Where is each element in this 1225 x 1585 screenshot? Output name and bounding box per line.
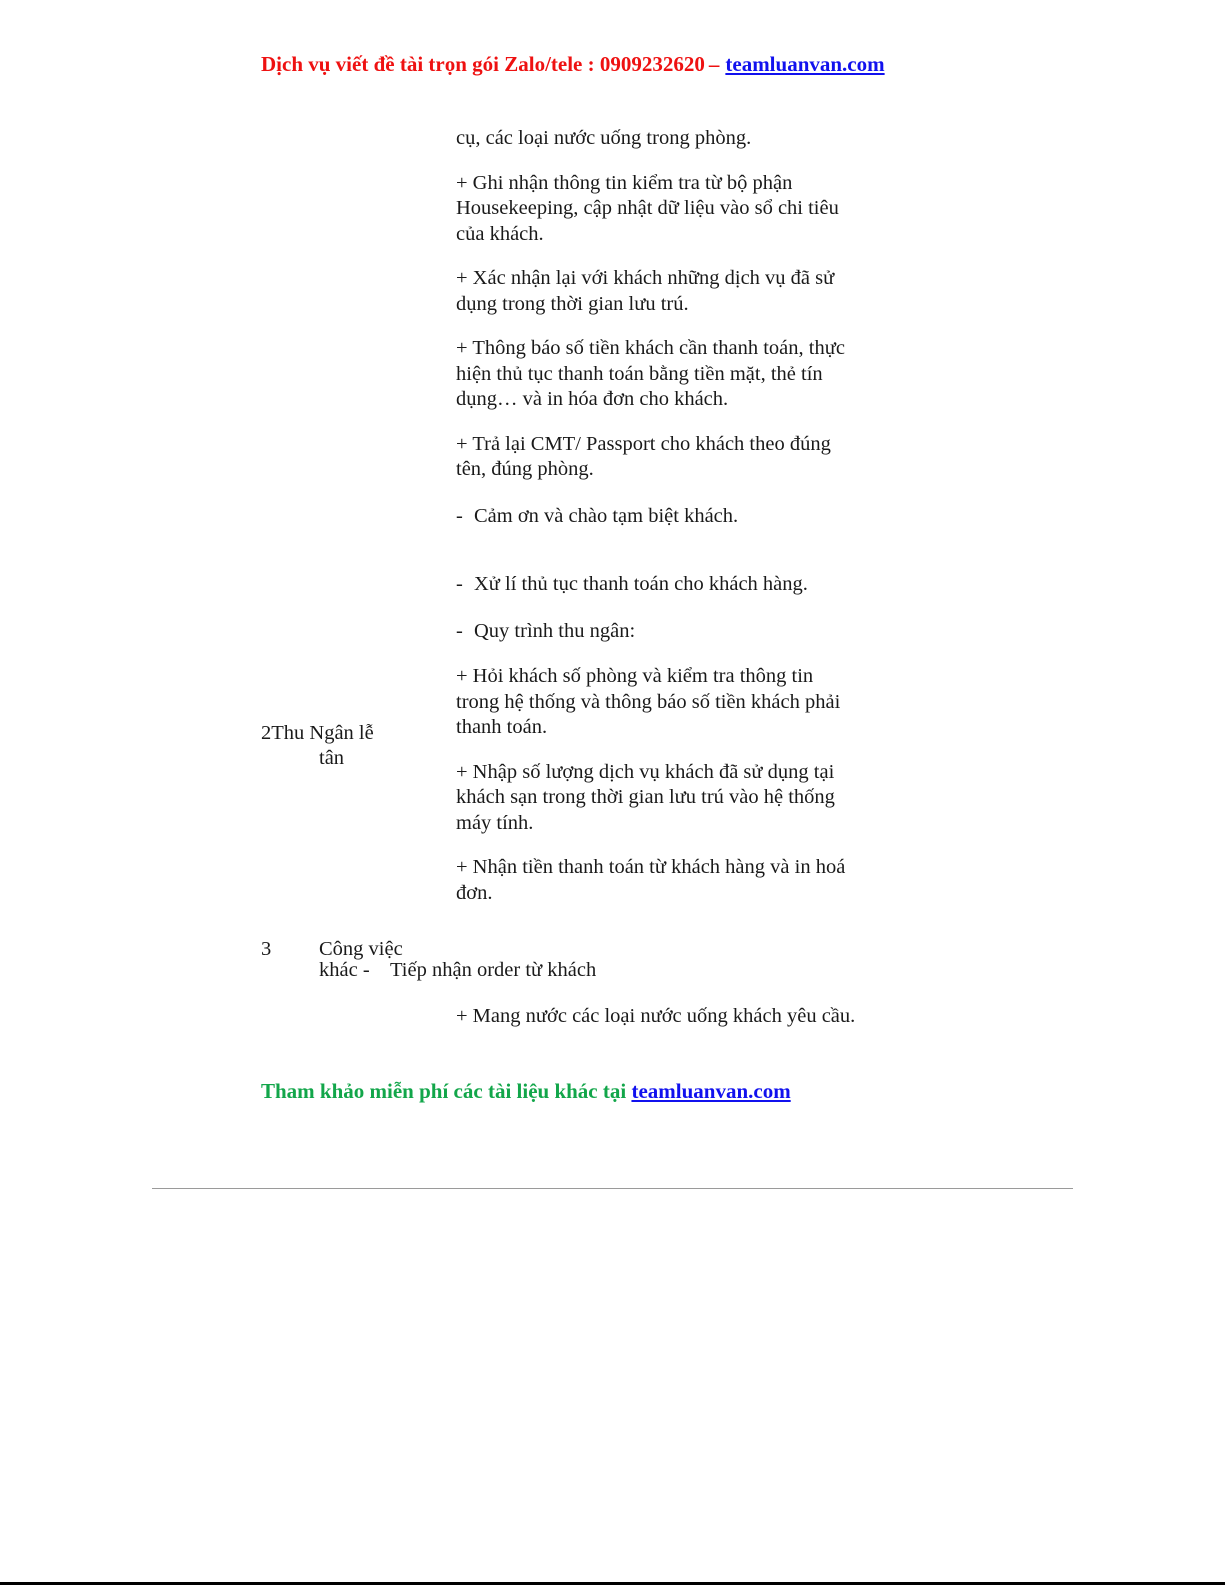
dash-marker: -	[456, 619, 463, 642]
paragraph: + Nhận tiền thanh toán từ khách hàng và in hoá đơn.	[456, 856, 846, 904]
paragraph: + Nhập số lượng dịch vụ khách đã sử dụng tại khách sạn trong thời gian lưu trú vào hệ thống máy tính.	[456, 760, 835, 834]
header-link[interactable]: teamluanvan.com	[725, 52, 885, 76]
page-divider	[152, 1188, 1073, 1189]
paragraph: + Mang nước các loại nước uống khách yêu cầu.	[456, 1005, 856, 1027]
header-separator: –	[708, 52, 720, 76]
content-column	[456, 126, 856, 906]
page-header	[261, 52, 885, 77]
paragraph: + Trả lại CMT/ Passport cho khách theo đúng tên, đúng phòng.	[456, 432, 831, 480]
paragraph: + Xác nhận lại với khách những dịch vụ đã sử dụng trong thời gian lưu trú.	[456, 267, 835, 315]
paragraph: cụ, các loại nước uống trong phòng.	[456, 127, 752, 149]
row2-label: 2Thu Ngân lễ	[261, 722, 374, 744]
page-footer	[261, 1079, 791, 1104]
row3-title: Công việc	[319, 938, 403, 960]
paragraph: + Ghi nhận thông tin kiểm tra từ bộ phận Housekeeping, cập nhật dữ liệu vào sổ chi tiêu của khách.	[456, 171, 839, 245]
list-item: - Xử lí thủ tục thanh toán cho khách hàng.	[456, 572, 856, 598]
footer-link[interactable]: teamluanvan.com	[631, 1079, 791, 1103]
row3-number: 3	[261, 938, 272, 960]
header-text: Dịch vụ viết đề tài trọn gói Zalo/tele : 0909232620	[261, 52, 705, 76]
paragraph: + Thông báo số tiền khách cần thanh toán, thực hiện thủ tục thanh toán bằng tiền mặt, thẻ tín dụng… và in hóa đơn cho khách.	[456, 337, 845, 410]
dash-marker: -	[456, 573, 463, 595]
row2-label-cont: tân	[319, 747, 345, 769]
list-item: - Quy trình thu ngân:	[456, 619, 856, 645]
dash-marker: -	[456, 504, 463, 527]
paragraph: + Hỏi khách số phòng và kiểm tra thông tin trong hệ thống và thông báo số tiền khách phải thanh toán.	[456, 665, 841, 738]
footer-text: Tham khảo miễn phí các tài liệu khác tại	[261, 1079, 627, 1103]
row3-title-cont: khác -	[319, 959, 370, 981]
list-item: - Cảm ơn và chào tạm biệt khách.	[456, 504, 856, 530]
row3-task: Tiếp nhận order từ khách	[390, 959, 597, 981]
